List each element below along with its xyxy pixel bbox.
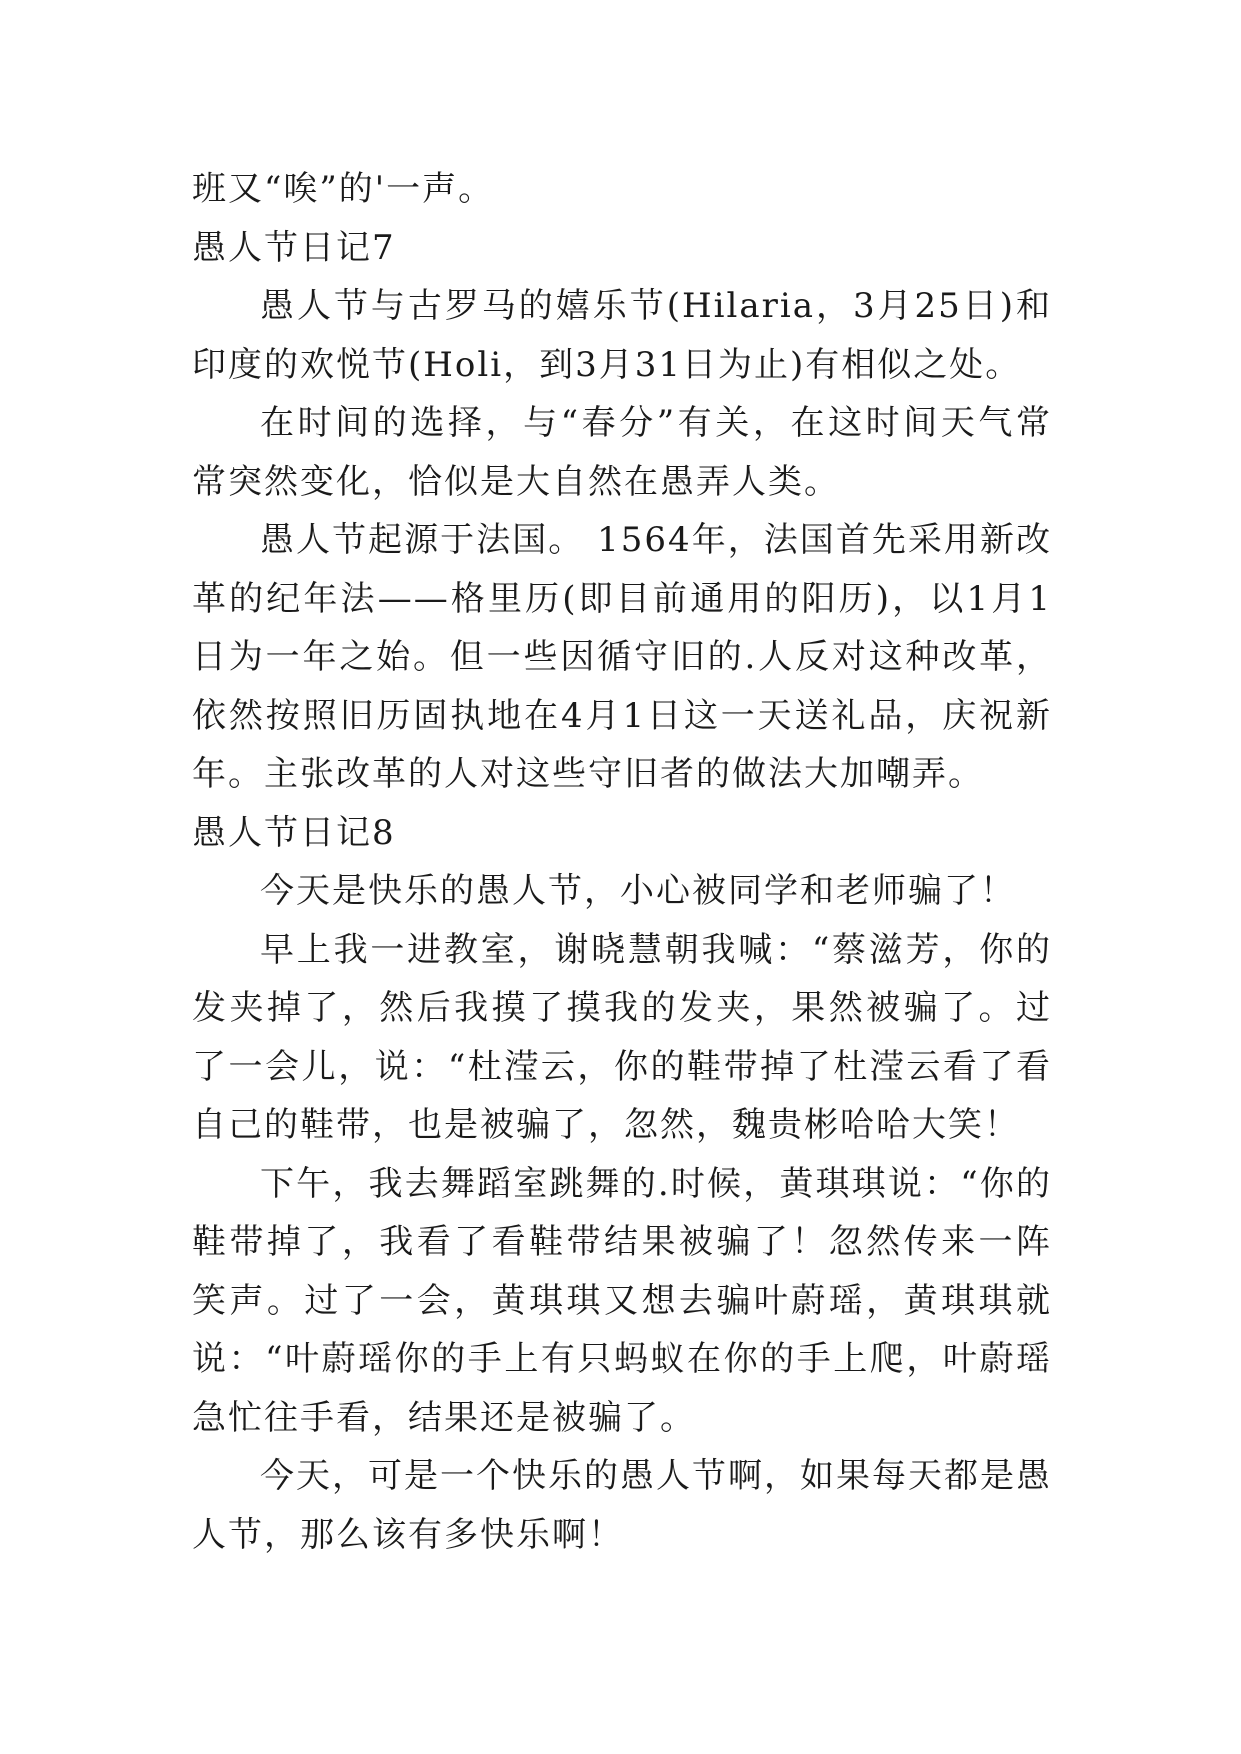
paragraph: 今天，可是一个快乐的愚人节啊，如果每天都是愚人节，那么该有多快乐啊！: [192, 1456, 1052, 1555]
paragraph: 在时间的选择，与“春分”有关，在这时间天气常常突然变化，恰似是大自然在愚弄人类。: [192, 403, 1052, 502]
paragraph: 愚人节起源于法国。 1564年，法国首先采用新改革的纪年法——格里历(即目前通用的阳历)，以1月1日为一年之始。但一些因循守旧的.人反对这种改革，依然按照旧历固执地在4月1日这一天送礼品，庆祝新年。主张改革的人对这些守旧者的做法大加嘲弄。: [192, 520, 1052, 794]
text-line: 班又“唉”的'一声。: [192, 169, 495, 209]
paragraph: 今天是快乐的愚人节，小心被同学和老师骗了！: [260, 871, 1016, 911]
section-heading: 愚人节日记7: [192, 227, 396, 268]
paragraph: 愚人节与古罗马的嬉乐节(Hilaria，3月25日)和印度的欢悦节(Holi，到3月31日为止)有相似之处。: [192, 286, 1052, 385]
document-body: [192, 160, 1052, 1564]
paragraph: 早上我一进教室，谢晓慧朝我喊：“蔡滋芳，你的发夹掉了，然后我摸了摸我的发夹，果然被骗了。过了一会儿，说：“杜滢云，你的鞋带掉了杜滢云看了看自己的鞋带，也是被骗了，忽然，魏贵彬哈哈大笑！: [192, 929, 1052, 1145]
paragraph: 下午，我去舞蹈室跳舞的.时候，黄琪琪说：“你的鞋带掉了，我看了看鞋带结果被骗了！忽然传来一阵笑声。过了一会，黄琪琪又想去骗叶蔚瑶，黄琪琪就说：“叶蔚瑶你的手上有只蚂蚁在你的手上爬，叶蔚瑶急忙往手看，结果还是被骗了。: [192, 1163, 1052, 1438]
section-heading: 愚人节日记8: [192, 812, 396, 853]
